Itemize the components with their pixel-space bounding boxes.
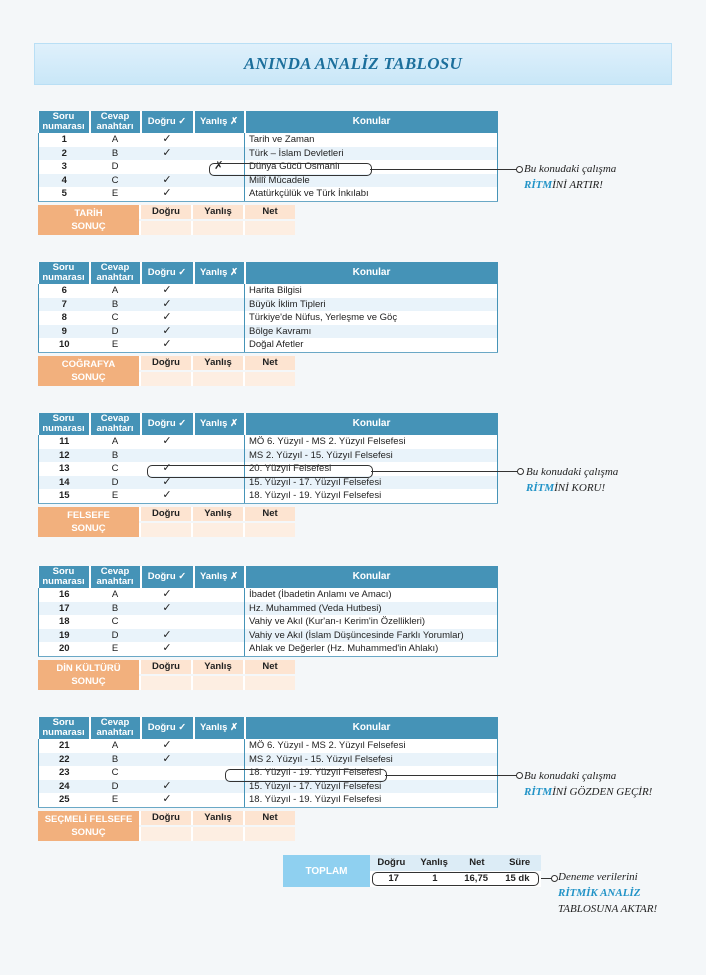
col-wrong: Yanlış ✗ (194, 717, 245, 739)
connector-dot (516, 772, 523, 779)
col-answer-key: Cevap anahtarı (90, 111, 141, 133)
question-number: 7 (39, 298, 90, 312)
question-number: 16 (39, 588, 90, 602)
correct-mark[interactable]: ✓ (162, 739, 172, 752)
answer-key: A (111, 740, 119, 752)
table-row (39, 489, 498, 503)
result-subject: TARİH (74, 207, 103, 219)
answer-key: C (111, 616, 119, 628)
table-row (39, 602, 498, 616)
result-sonuc: SONUÇ (71, 675, 106, 687)
note-line: Bu konudaki çalışma (526, 466, 619, 478)
question-number: 13 (39, 462, 90, 476)
result-row (38, 356, 296, 386)
result-sonuc: SONUÇ (71, 826, 106, 838)
connector-q23 (385, 775, 518, 776)
result-input-net[interactable] (243, 523, 295, 537)
col-topics: Konular (245, 566, 498, 588)
wrong-mark[interactable] (194, 133, 245, 147)
table-row (39, 435, 498, 449)
answer-key: C (90, 174, 141, 188)
col-question-number: Soru numarası (39, 262, 90, 284)
result-input-correct[interactable] (139, 372, 191, 386)
question-number: 14 (39, 476, 90, 490)
answer-key: E (90, 338, 141, 352)
question-number: 21 (39, 739, 90, 753)
total-value-time: 15 dk (505, 873, 530, 884)
connector-q13 (371, 471, 519, 472)
answer-key: B (90, 753, 141, 767)
highlight-q13 (147, 465, 373, 478)
answer-key: C (111, 463, 119, 475)
result-header-net: Net (243, 507, 295, 521)
wrong-mark[interactable]: ✗ (214, 160, 224, 173)
connector-dot (516, 166, 523, 173)
wrong-mark[interactable] (194, 284, 245, 298)
result-row (38, 507, 296, 537)
col-correct: Doğru ✓ (141, 566, 194, 588)
table-row (39, 753, 498, 767)
result-input-net[interactable] (243, 676, 295, 690)
result-input-wrong[interactable] (191, 827, 243, 841)
table-row (39, 147, 498, 161)
wrong-mark[interactable] (194, 793, 245, 807)
correct-mark[interactable]: ✓ (141, 187, 194, 201)
answer-key: D (90, 629, 141, 643)
result-input-correct[interactable] (139, 827, 191, 841)
result-input-net[interactable] (243, 221, 295, 235)
result-header-wrong: Yanlış (191, 811, 243, 825)
topic: 18. Yüzyıl - 19. Yüzyıl Felsefesi (245, 489, 498, 503)
answer-key: A (111, 436, 119, 448)
question-number: 23 (39, 766, 90, 780)
note-accent: RİTM (524, 179, 553, 191)
wrong-mark[interactable] (194, 629, 245, 643)
answer-key: D (90, 325, 141, 339)
note-review (524, 768, 652, 800)
wrong-mark[interactable] (194, 338, 245, 352)
wrong-mark[interactable] (194, 602, 245, 616)
table-row (39, 642, 498, 656)
total-value-net: 16,75 (464, 873, 489, 884)
answer-key: B (90, 449, 141, 463)
result-input-correct[interactable] (139, 676, 191, 690)
col-correct: Doğru ✓ (141, 413, 194, 435)
result-header-net: Net (243, 660, 295, 674)
total-value-wrong: 1 (432, 873, 438, 884)
correct-mark[interactable]: ✓ (141, 753, 194, 767)
wrong-mark[interactable] (194, 311, 245, 325)
topic: Ahlak ve Değerler (Hz. Muhammed'in Ahlakı) (245, 642, 498, 656)
table-row (39, 133, 498, 147)
result-sonuc: SONUÇ (71, 522, 106, 534)
topic: 18. Yüzyıl - 19. Yüzyıl Felsefesi (245, 766, 498, 780)
result-input-net[interactable] (243, 372, 295, 386)
answer-key: C (111, 767, 119, 779)
connector-dot (551, 875, 558, 882)
question-number: 15 (39, 489, 90, 503)
col-wrong: Yanlış ✗ (194, 262, 245, 284)
topic: 18. Yüzyıl - 19. Yüzyıl Felsefesi (245, 793, 498, 807)
total-table (283, 855, 541, 887)
wrong-mark[interactable] (194, 298, 245, 312)
correct-mark[interactable]: ✓ (162, 462, 172, 475)
answer-key: D (111, 161, 119, 173)
result-subject: DİN KÜLTÜRÜ (56, 662, 121, 674)
col-topics: Konular (245, 262, 498, 284)
wrong-mark[interactable] (194, 435, 245, 449)
topic: Atatürkçülük ve Türk İnkılabı (245, 187, 498, 201)
question-number: 19 (39, 629, 90, 643)
page-title: ANINDA ANALİZ TABLOSU (243, 54, 463, 73)
topic: MÖ 6. Yüzyıl - MS 2. Yüzyıl Felsefesi (245, 435, 498, 449)
col-topics: Konular (245, 413, 498, 435)
question-number: 24 (39, 780, 90, 794)
answer-key: E (90, 187, 141, 201)
result-input-wrong[interactable] (191, 221, 243, 235)
question-number: 20 (39, 642, 90, 656)
col-topics: Konular (245, 111, 498, 133)
note-line: TABLOSUNA AKTAR! (558, 903, 658, 915)
topic: Doğal Afetler (245, 338, 498, 352)
note-rest: İNİ ARTIR! (552, 179, 603, 191)
result-label (38, 205, 139, 235)
result-subject: COĞRAFYA (61, 358, 116, 370)
correct-mark[interactable]: ✓ (141, 298, 194, 312)
note-line: Deneme verilerini (558, 871, 638, 883)
table-row (39, 615, 498, 629)
result-input-correct[interactable] (139, 221, 191, 235)
result-row (38, 811, 296, 841)
connector-dot (517, 468, 524, 475)
correct-mark[interactable] (141, 449, 194, 463)
question-table (38, 566, 498, 657)
question-table (38, 111, 498, 202)
table-row (39, 311, 498, 325)
topic: Harita Bilgisi (245, 284, 498, 298)
correct-mark[interactable]: ✓ (141, 793, 194, 807)
topic: MS 2. Yüzyıl - 15. Yüzyıl Felsefesi (245, 753, 498, 767)
wrong-mark[interactable] (194, 615, 245, 629)
col-question-number: Soru numarası (39, 413, 90, 435)
col-wrong: Yanlış ✗ (194, 566, 245, 588)
table-row (39, 629, 498, 643)
result-header-net: Net (243, 356, 295, 370)
result-label (38, 356, 139, 386)
result-input-net[interactable] (243, 827, 295, 841)
note-line: Bu konudaki çalışma (524, 770, 617, 782)
col-answer-key: Cevap anahtarı (90, 413, 141, 435)
table-row (39, 187, 498, 201)
question-number: 12 (39, 449, 90, 463)
result-input-wrong[interactable] (191, 523, 243, 537)
table-row (39, 449, 498, 463)
result-input-wrong[interactable] (191, 676, 243, 690)
result-input-correct[interactable] (139, 523, 191, 537)
correct-mark[interactable]: ✓ (141, 642, 194, 656)
result-header-wrong: Yanlış (191, 660, 243, 674)
note-keep (526, 464, 618, 496)
highlight-q3 (209, 163, 372, 176)
result-header-net: Net (243, 205, 295, 219)
section-table (38, 566, 498, 690)
answer-key: C (111, 312, 119, 324)
question-number: 4 (39, 174, 90, 188)
col-answer-key: Cevap anahtarı (90, 262, 141, 284)
answer-key: E (90, 489, 141, 503)
col-question-number: Soru numarası (39, 111, 90, 133)
result-header-wrong: Yanlış (191, 205, 243, 219)
topic: İbadet (İbadetin Anlamı ve Amacı) (245, 588, 498, 602)
question-number: 1 (39, 133, 90, 147)
result-header-correct: Doğru (139, 811, 191, 825)
topic: Büyük İklim Tipleri (245, 298, 498, 312)
wrong-mark[interactable] (194, 753, 245, 767)
table-row (39, 284, 498, 298)
wrong-mark[interactable] (194, 739, 245, 753)
table-row (39, 325, 498, 339)
correct-mark[interactable]: ✓ (141, 476, 194, 490)
col-correct: Doğru ✓ (141, 111, 194, 133)
correct-mark[interactable]: ✓ (141, 147, 194, 161)
title-banner (34, 43, 672, 85)
topic: 15. Yüzyıl - 17. Yüzyıl Felsefesi (245, 476, 498, 490)
question-number: 8 (39, 311, 90, 325)
question-number: 6 (39, 284, 90, 298)
topic: Tarih ve Zaman (245, 133, 498, 147)
correct-mark[interactable]: ✓ (141, 338, 194, 352)
col-wrong: Yanlış ✗ (194, 111, 245, 133)
col-correct: Doğru ✓ (141, 717, 194, 739)
question-number: 18 (39, 615, 90, 629)
col-topics: Konular (245, 717, 498, 739)
question-number: 5 (39, 187, 90, 201)
topic: Türk – İslam Devletleri (245, 147, 498, 161)
correct-mark[interactable] (141, 160, 194, 174)
note-accent: RİTMİK ANALİZ (558, 887, 641, 899)
answer-key: A (111, 134, 119, 146)
total-values (372, 872, 539, 886)
result-subject: FELSEFE (67, 509, 110, 521)
wrong-mark[interactable] (194, 489, 245, 503)
table-row (39, 338, 498, 352)
total-header-wrong: Yanlış (420, 857, 448, 868)
question-number: 17 (39, 602, 90, 616)
question-number: 2 (39, 147, 90, 161)
correct-mark[interactable]: ✓ (162, 588, 172, 601)
question-table (38, 262, 498, 353)
wrong-mark[interactable] (194, 642, 245, 656)
question-number: 11 (39, 435, 90, 449)
result-subject: SEÇMELİ FELSEFE (44, 813, 133, 825)
question-number: 3 (39, 160, 90, 174)
table-row (39, 588, 498, 602)
topic: 15. Yüzyıl - 17. Yüzyıl Felsefesi (245, 780, 498, 794)
result-label (38, 507, 139, 537)
correct-mark[interactable]: ✓ (162, 435, 172, 448)
answer-key: D (90, 780, 141, 794)
col-answer-key: Cevap anahtarı (90, 566, 141, 588)
result-header-correct: Doğru (139, 205, 191, 219)
topic: MS 2. Yüzyıl - 15. Yüzyıl Felsefesi (245, 449, 498, 463)
correct-mark[interactable]: ✓ (141, 780, 194, 794)
correct-mark[interactable]: ✓ (141, 325, 194, 339)
wrong-mark[interactable] (194, 147, 245, 161)
connector-q3 (370, 169, 518, 170)
result-input-wrong[interactable] (191, 372, 243, 386)
correct-mark[interactable]: ✓ (141, 174, 194, 188)
answer-key: E (90, 793, 141, 807)
correct-mark[interactable]: ✓ (162, 311, 172, 324)
table-row (39, 793, 498, 807)
result-sonuc: SONUÇ (71, 220, 106, 232)
col-correct: Doğru ✓ (141, 262, 194, 284)
answer-key: B (90, 298, 141, 312)
result-row (38, 660, 296, 690)
topic: Bölge Kavramı (245, 325, 498, 339)
result-header-correct: Doğru (139, 356, 191, 370)
result-header-correct: Doğru (139, 507, 191, 521)
answer-key: A (111, 285, 119, 297)
note-transfer (558, 869, 657, 917)
correct-mark[interactable] (141, 615, 194, 629)
note-rest: İNİ GÖZDEN GEÇİR! (552, 786, 653, 798)
topic: Vahiy ve Akıl (İslam Düşüncesinde Farklı Yorumlar) (245, 629, 498, 643)
result-header-wrong: Yanlış (191, 507, 243, 521)
question-number: 25 (39, 793, 90, 807)
topic: Millî Mücadele (245, 174, 498, 188)
total-header-correct: Doğru (377, 857, 406, 868)
correct-mark[interactable]: ✓ (141, 489, 194, 503)
result-header-wrong: Yanlış (191, 356, 243, 370)
table-row (39, 298, 498, 312)
topic: Hz. Muhammed (Veda Hutbesi) (245, 602, 498, 616)
total-header-net: Net (469, 857, 485, 868)
question-table (38, 413, 498, 504)
col-question-number: Soru numarası (39, 566, 90, 588)
wrong-mark[interactable] (194, 325, 245, 339)
col-wrong: Yanlış ✗ (194, 413, 245, 435)
question-number: 10 (39, 338, 90, 352)
result-sonuc: SONUÇ (71, 371, 106, 383)
correct-mark[interactable]: ✓ (141, 629, 194, 643)
answer-key: B (90, 147, 141, 161)
wrong-mark[interactable] (194, 588, 245, 602)
question-number: 9 (39, 325, 90, 339)
total-header-time: Süre (509, 857, 531, 868)
question-table (38, 717, 498, 808)
total-value-correct: 17 (388, 873, 399, 884)
result-label (38, 660, 139, 690)
result-label (38, 811, 139, 841)
topic: 20. Yüzyıl Felsefesi (245, 462, 498, 476)
correct-mark[interactable]: ✓ (162, 284, 172, 297)
wrong-mark[interactable] (194, 187, 245, 201)
wrong-mark[interactable] (194, 449, 245, 463)
result-row (38, 205, 296, 235)
answer-key: A (111, 589, 119, 601)
result-header-net: Net (243, 811, 295, 825)
col-question-number: Soru numarası (39, 717, 90, 739)
topic: MÖ 6. Yüzyıl - MS 2. Yüzyıl Felsefesi (245, 739, 498, 753)
col-answer-key: Cevap anahtarı (90, 717, 141, 739)
highlight-q23 (225, 769, 387, 782)
answer-key: D (90, 476, 141, 490)
note-line: Bu konudaki çalışma (524, 163, 617, 175)
correct-mark[interactable]: ✓ (162, 133, 172, 146)
note-accent: RİTM (526, 482, 555, 494)
topic: Vahiy ve Akıl (Kur'an-ı Kerim'in Özellikleri) (245, 615, 498, 629)
question-number: 22 (39, 753, 90, 767)
note-rest: İNİ KORU! (554, 482, 606, 494)
answer-key: B (90, 602, 141, 616)
topic: Türkiye'de Nüfus, Yerleşme ve Göç (245, 311, 498, 325)
topic: Dünya Gücü Osmanlı (245, 160, 498, 174)
note-increase (524, 161, 616, 193)
correct-mark[interactable] (141, 766, 194, 780)
section-table (38, 262, 498, 386)
table-row (39, 739, 498, 753)
note-accent: RİTM (524, 786, 553, 798)
total-label: TOPLAM (283, 855, 370, 887)
correct-mark[interactable]: ✓ (141, 602, 194, 616)
result-header-correct: Doğru (139, 660, 191, 674)
answer-key: E (90, 642, 141, 656)
